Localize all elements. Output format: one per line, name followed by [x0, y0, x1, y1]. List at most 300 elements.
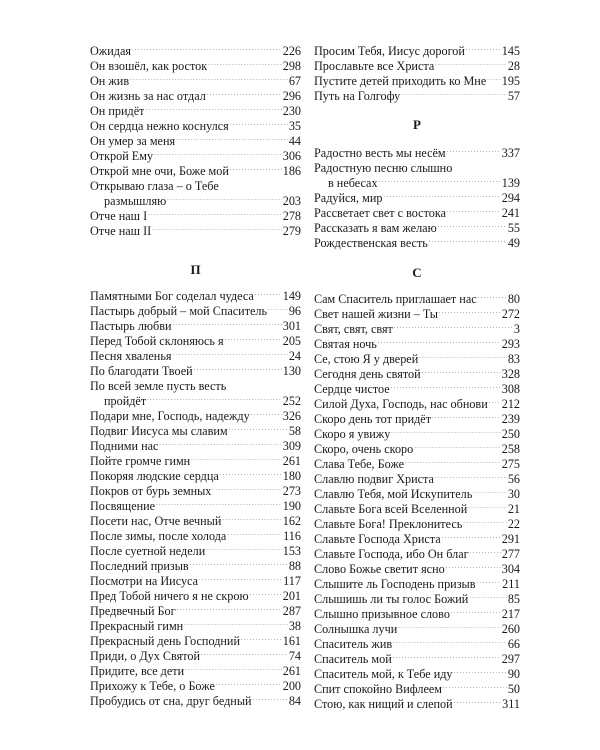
entry-page: 239: [501, 412, 520, 426]
entry-title-continuation: размышляю: [104, 194, 167, 208]
entry-page: 80: [507, 292, 520, 306]
entry-title: Покров от бурь земных: [90, 484, 212, 498]
index-entry[interactable]: [90, 409, 301, 424]
index-entry[interactable]: [314, 44, 520, 59]
entry-page: 200: [282, 679, 301, 693]
entry-page: 308: [501, 382, 520, 396]
dot-leader: [463, 517, 507, 532]
entry-page: 277: [501, 547, 520, 561]
entry-page: 293: [501, 337, 520, 351]
dot-leader: [251, 409, 282, 424]
dot-leader: [184, 619, 288, 634]
entry-page: 306: [282, 149, 301, 163]
index-entry[interactable]: [90, 649, 301, 664]
section-s-list: [314, 292, 520, 712]
index-entry[interactable]: [90, 604, 301, 619]
dot-leader: [172, 349, 287, 364]
section-p-continued-list: [314, 44, 520, 104]
entry-title: Прекрасный гимн: [90, 619, 184, 633]
index-entry[interactable]: [314, 337, 520, 352]
dot-leader: [451, 607, 501, 622]
dot-leader: [250, 589, 282, 604]
dot-leader: [229, 424, 288, 439]
index-entry[interactable]: [314, 206, 520, 221]
entry-page: 21: [507, 502, 520, 516]
entry-title: Посети нас, Отче вечный: [90, 514, 222, 528]
index-entry[interactable]: [314, 637, 520, 652]
dot-leader: [476, 577, 501, 592]
index-entry[interactable]: [314, 292, 520, 307]
entry-page: 226: [282, 44, 301, 58]
entry-title: Радуйся, мир: [314, 191, 383, 205]
entry-page: 258: [501, 442, 520, 456]
entry-page: 217: [501, 607, 520, 621]
entry-page: 279: [282, 224, 301, 238]
entry-title: Отче наш I: [90, 209, 148, 223]
entry-title: Славьте Бога! Преклонитесь: [314, 517, 463, 531]
entry-title: Прекрасный день Господний: [90, 634, 240, 648]
entry-page: 205: [282, 334, 301, 348]
entry-title: Стою, как нищий и слепой: [314, 697, 453, 711]
index-entry[interactable]: [90, 44, 301, 59]
index-entry[interactable]: [90, 104, 301, 119]
entry-title: Пастырь любви: [90, 319, 172, 333]
entry-title: Он взошёл, как росток: [90, 59, 208, 73]
dot-leader: [220, 469, 282, 484]
entry-page: 55: [507, 221, 520, 235]
entry-title: Ожидая: [90, 44, 131, 58]
entry-page: 149: [282, 289, 301, 303]
entry-page: 56: [507, 472, 520, 486]
index-entry[interactable]: [90, 574, 301, 589]
index-entry[interactable]: [314, 577, 520, 592]
dot-leader: [208, 59, 282, 74]
entry-page: 195: [501, 74, 520, 88]
index-entry[interactable]: [90, 379, 301, 409]
dot-leader: [268, 304, 288, 319]
entry-title: Рождественская весть: [314, 236, 428, 250]
entry-title: Свят, свят, свят: [314, 322, 393, 336]
entry-title: Славьте Бога всей Вселенной: [314, 502, 468, 516]
index-entry[interactable]: [90, 454, 301, 469]
index-entry[interactable]: [90, 74, 301, 89]
entry-title: Покоряя людские сердца: [90, 469, 219, 483]
entry-page: 44: [288, 134, 301, 148]
entry-title: Сегодня день святой: [314, 367, 421, 381]
index-entry[interactable]: [314, 472, 520, 487]
entry-page: 90: [507, 667, 520, 681]
dot-leader: [145, 104, 281, 119]
dot-leader: [201, 649, 288, 664]
index-entry[interactable]: [90, 209, 301, 224]
entry-title: После зимы, после холода: [90, 529, 227, 543]
index-entry[interactable]: [314, 367, 520, 382]
entry-title: Отче наш II: [90, 224, 152, 238]
entry-page: 275: [501, 457, 520, 471]
entry-title: По всей земле пусть весть: [90, 379, 227, 393]
entry-title-continuation: пройдёт: [104, 394, 147, 408]
entry-page: 85: [507, 592, 520, 606]
entry-page: 309: [282, 439, 301, 453]
entry-page: 180: [282, 469, 301, 483]
index-entry[interactable]: [90, 119, 301, 134]
entry-page: 22: [507, 517, 520, 531]
entry-title: Рассветает свет с востока: [314, 206, 446, 220]
entry-page: 117: [283, 574, 301, 588]
index-entry[interactable]: [314, 667, 520, 682]
dot-leader: [206, 544, 281, 559]
entry-page: 130: [282, 364, 301, 378]
index-entry[interactable]: [314, 59, 520, 74]
entry-title: Придите, все дети: [90, 664, 185, 678]
entry-title: Спит спокойно Вифлеем: [314, 682, 443, 696]
index-entry[interactable]: [314, 517, 520, 532]
entry-page: 24: [288, 349, 301, 363]
entry-title: Се, стою Я у дверей: [314, 352, 419, 366]
entry-page: 30: [507, 487, 520, 501]
entry-title: Открой мне очи, Боже мой: [90, 164, 229, 178]
entry-page: 337: [501, 146, 520, 160]
entry-title: Подними нас: [90, 439, 159, 453]
entry-page: 186: [282, 164, 301, 178]
dot-leader: [212, 484, 281, 499]
dot-leader: [152, 224, 282, 239]
entry-page: 261: [282, 454, 301, 468]
dot-leader: [489, 397, 501, 412]
index-entry[interactable]: [314, 502, 520, 517]
dot-leader: [230, 164, 282, 179]
entry-page: 84: [288, 694, 301, 708]
dot-leader: [447, 206, 501, 221]
index-entry[interactable]: [90, 544, 301, 559]
entry-page: 28: [507, 59, 520, 73]
dot-leader: [199, 574, 282, 589]
entry-page: 287: [282, 604, 301, 618]
dot-leader: [469, 592, 506, 607]
section-r-list: [314, 146, 520, 251]
dot-leader: [468, 502, 507, 517]
entry-title: Слава Тебе, Боже: [314, 457, 405, 471]
entry-page: 35: [288, 119, 301, 133]
index-entry[interactable]: [314, 562, 520, 577]
dot-leader: [177, 604, 282, 619]
index-entry[interactable]: [90, 634, 301, 649]
dot-leader: [442, 532, 501, 547]
index-entry[interactable]: [90, 289, 301, 304]
dot-leader: [447, 146, 501, 161]
index-entry[interactable]: [90, 529, 301, 544]
index-entry[interactable]: [314, 442, 520, 457]
dot-leader: [216, 679, 282, 694]
index-entry[interactable]: [90, 589, 301, 604]
index-entry[interactable]: [90, 559, 301, 574]
index-entry[interactable]: [90, 694, 301, 709]
dot-leader: [473, 487, 507, 502]
entry-page: 252: [282, 394, 301, 408]
dot-leader: [432, 412, 501, 427]
index-entry[interactable]: [90, 59, 301, 74]
entry-title: Пустите детей приходить ко Мне: [314, 74, 487, 88]
index-entry[interactable]: [314, 607, 520, 622]
index-entry[interactable]: [314, 622, 520, 637]
dot-leader: [454, 667, 507, 682]
dot-leader: [147, 394, 282, 409]
entry-page: 201: [282, 589, 301, 603]
entry-page: 67: [288, 74, 301, 88]
dot-leader: [422, 367, 501, 382]
entry-title: Он умер за меня: [90, 134, 176, 148]
section-letter-s: С: [412, 265, 422, 280]
entry-title: Приди, о Дух Святой: [90, 649, 201, 663]
entry-title: Славлю Тебя, мой Искупитель: [314, 487, 473, 501]
entry-page: 49: [507, 236, 520, 250]
dot-leader: [225, 334, 282, 349]
entry-page: 261: [282, 664, 301, 678]
entry-title: Он жив: [90, 74, 130, 88]
entry-title: Сам Спаситель приглашает нас: [314, 292, 477, 306]
dot-leader: [207, 89, 282, 104]
entry-page: 74: [288, 649, 301, 663]
entry-title: Посмотри на Иисуса: [90, 574, 199, 588]
index-entry[interactable]: [314, 322, 520, 337]
dot-leader: [398, 622, 500, 637]
dot-leader: [478, 292, 507, 307]
index-entry[interactable]: [314, 161, 520, 191]
index-entry[interactable]: [90, 224, 301, 239]
section-letter-r: Р: [413, 117, 421, 132]
dot-leader: [439, 307, 501, 322]
entry-title: Славьте Господа Христа: [314, 532, 441, 546]
entry-page: 212: [501, 397, 520, 411]
dot-leader: [379, 176, 501, 191]
entry-title: Путь на Голгофу: [314, 89, 401, 103]
dot-leader: [394, 322, 513, 337]
entry-page: 161: [282, 634, 301, 648]
entry-title: Песня хваленья: [90, 349, 172, 363]
entry-page: 296: [282, 89, 301, 103]
entry-title: Подари мне, Господь, надежду: [90, 409, 250, 423]
entry-page: 304: [501, 562, 520, 576]
entry-title: Посвящение: [90, 499, 156, 513]
index-entry[interactable]: [90, 334, 301, 349]
index-entry[interactable]: [90, 304, 301, 319]
dot-leader: [419, 352, 507, 367]
index-entry[interactable]: [90, 89, 301, 104]
index-entry[interactable]: [314, 652, 520, 667]
entry-page: 190: [282, 499, 301, 513]
index-entry[interactable]: [90, 349, 301, 364]
index-entry[interactable]: [314, 457, 520, 472]
entry-title: Перед Тобой склоняюсь я: [90, 334, 224, 348]
section-o-list: [90, 44, 301, 262]
index-entry[interactable]: [314, 397, 520, 412]
entry-page: 3: [513, 322, 520, 336]
index-entry[interactable]: [314, 487, 520, 502]
entry-page: 250: [501, 427, 520, 441]
entry-title: Солнышка лучи: [314, 622, 398, 636]
index-column-right: [314, 44, 520, 712]
entry-page: 311: [502, 697, 520, 711]
index-entry[interactable]: [90, 484, 301, 499]
dot-leader: [154, 149, 282, 164]
index-entry[interactable]: [90, 424, 301, 439]
entry-title: Свет нашей жизни – Ты: [314, 307, 438, 321]
index-entry[interactable]: [314, 682, 520, 697]
entry-title: Скоро день тот придёт: [314, 412, 432, 426]
entry-title: Радостно весть мы несём: [314, 146, 446, 160]
dot-leader: [132, 44, 282, 59]
entry-page: 241: [501, 206, 520, 220]
entry-page: 230: [282, 104, 301, 118]
entry-page: 88: [288, 559, 301, 573]
dot-leader: [401, 89, 507, 104]
entry-page: 297: [501, 652, 520, 666]
entry-title: Силой Духа, Господь, нас обнови: [314, 397, 488, 411]
entry-title: Слышно призывное слово: [314, 607, 450, 621]
entry-page: 162: [282, 514, 301, 528]
entry-title: После суетной недели: [90, 544, 206, 558]
index-entry[interactable]: [314, 352, 520, 367]
entry-page: 301: [282, 319, 301, 333]
index-entry[interactable]: [314, 532, 520, 547]
entry-title: Славлю подвиг Христа: [314, 472, 434, 486]
entry-title: Прихожу к Тебе, о Боже: [90, 679, 215, 693]
entry-page: 50: [507, 682, 520, 696]
dot-leader: [454, 697, 501, 712]
dot-leader: [446, 562, 501, 577]
index-entry[interactable]: [314, 697, 520, 712]
dot-leader: [470, 547, 501, 562]
entry-page: 96: [288, 304, 301, 318]
index-entry[interactable]: [90, 439, 301, 454]
section-p-list: [90, 289, 301, 709]
entry-title: Святая ночь: [314, 337, 377, 351]
index-entry[interactable]: [314, 412, 520, 427]
entry-title: Сердце чистое: [314, 382, 390, 396]
dot-leader: [391, 382, 501, 397]
index-entry[interactable]: [314, 146, 520, 161]
index-entry[interactable]: [314, 221, 520, 236]
index-entry[interactable]: [90, 514, 301, 529]
index-entry[interactable]: [90, 164, 301, 179]
dot-leader: [383, 191, 500, 206]
dot-leader: [391, 427, 500, 442]
entry-title: Предвечный Бог: [90, 604, 176, 618]
dot-leader: [405, 457, 501, 472]
index-entry[interactable]: [314, 427, 520, 442]
entry-title: Славьте Господа, ибо Он благ: [314, 547, 469, 561]
index-entry[interactable]: [314, 547, 520, 562]
entry-title: Пастырь добрый – мой Спаситель: [90, 304, 268, 318]
entry-title: Скоро я увижу: [314, 427, 391, 441]
index-entry[interactable]: [314, 89, 520, 104]
dot-leader: [227, 529, 282, 544]
dot-leader: [159, 439, 281, 454]
entry-title: Пред Тобой ничего я не скрою: [90, 589, 249, 603]
index-entry[interactable]: [90, 499, 301, 514]
index-entry[interactable]: [314, 382, 520, 397]
entry-title: Спаситель жив: [314, 637, 393, 651]
index-entry[interactable]: [90, 679, 301, 694]
dot-leader: [253, 694, 288, 709]
entry-page: 328: [501, 367, 520, 381]
entry-page: 294: [501, 191, 520, 205]
entry-title: Слово Божье светит ясно: [314, 562, 445, 576]
entry-title: Он жизнь за нас отдал: [90, 89, 206, 103]
entry-page: 260: [501, 622, 520, 636]
index-column-left: [90, 44, 301, 709]
index-entry[interactable]: [314, 592, 520, 607]
entry-title: Он сердца нежно коснулся: [90, 119, 229, 133]
entry-title: Слышите ль Господень призыв: [314, 577, 476, 591]
entry-title: Последний призыв: [90, 559, 189, 573]
dot-leader: [185, 664, 282, 679]
index-entry[interactable]: [314, 307, 520, 322]
entry-title: Спаситель мой: [314, 652, 392, 666]
entry-page: 211: [502, 577, 520, 591]
entry-page: 153: [282, 544, 301, 558]
dot-leader: [173, 319, 282, 334]
dot-leader: [191, 454, 282, 469]
entry-title: Слышишь ли ты голос Божий: [314, 592, 469, 606]
entry-page: 58: [288, 424, 301, 438]
entry-page: 139: [501, 176, 520, 190]
dot-leader: [230, 119, 288, 134]
dot-leader: [443, 682, 507, 697]
dot-leader: [222, 514, 281, 529]
section-letter-p: П: [190, 262, 201, 277]
dot-leader: [190, 559, 288, 574]
entry-page: 272: [501, 307, 520, 321]
dot-leader: [130, 74, 288, 89]
entry-title-continuation: в небесах: [328, 176, 378, 190]
entry-page: 66: [507, 637, 520, 651]
dot-leader: [438, 221, 507, 236]
dot-leader: [393, 637, 507, 652]
index-entry[interactable]: [90, 469, 301, 484]
index-entry[interactable]: [90, 149, 301, 164]
index-entry[interactable]: [90, 364, 301, 379]
index-entry[interactable]: [90, 134, 301, 149]
index-entry[interactable]: [90, 664, 301, 679]
index-entry[interactable]: [90, 619, 301, 634]
dot-leader: [429, 236, 507, 251]
entry-page: 278: [282, 209, 301, 223]
dot-leader: [435, 472, 507, 487]
entry-title: Рассказать я вам желаю: [314, 221, 437, 235]
entry-page: 57: [507, 89, 520, 103]
dot-leader: [156, 499, 282, 514]
dot-leader: [148, 209, 282, 224]
index-entry[interactable]: [90, 319, 301, 334]
entry-title: Открываю глаза – о Тебе: [90, 179, 219, 193]
entry-title: Пойте громче гимн: [90, 454, 191, 468]
entry-page: 38: [288, 619, 301, 633]
dot-leader: [255, 289, 282, 304]
entry-title: Радостную песню слышно: [314, 161, 453, 175]
entry-page: 273: [282, 484, 301, 498]
dot-leader: [466, 44, 501, 59]
index-entry[interactable]: [314, 191, 520, 206]
entry-title: Прославьте все Христа: [314, 59, 435, 73]
index-entry[interactable]: [314, 74, 520, 89]
index-entry[interactable]: [314, 236, 520, 251]
entry-page: 291: [501, 532, 520, 546]
dot-leader: [194, 364, 282, 379]
entry-page: 116: [283, 529, 301, 543]
entry-page: 203: [282, 194, 301, 208]
index-entry[interactable]: [90, 179, 301, 209]
